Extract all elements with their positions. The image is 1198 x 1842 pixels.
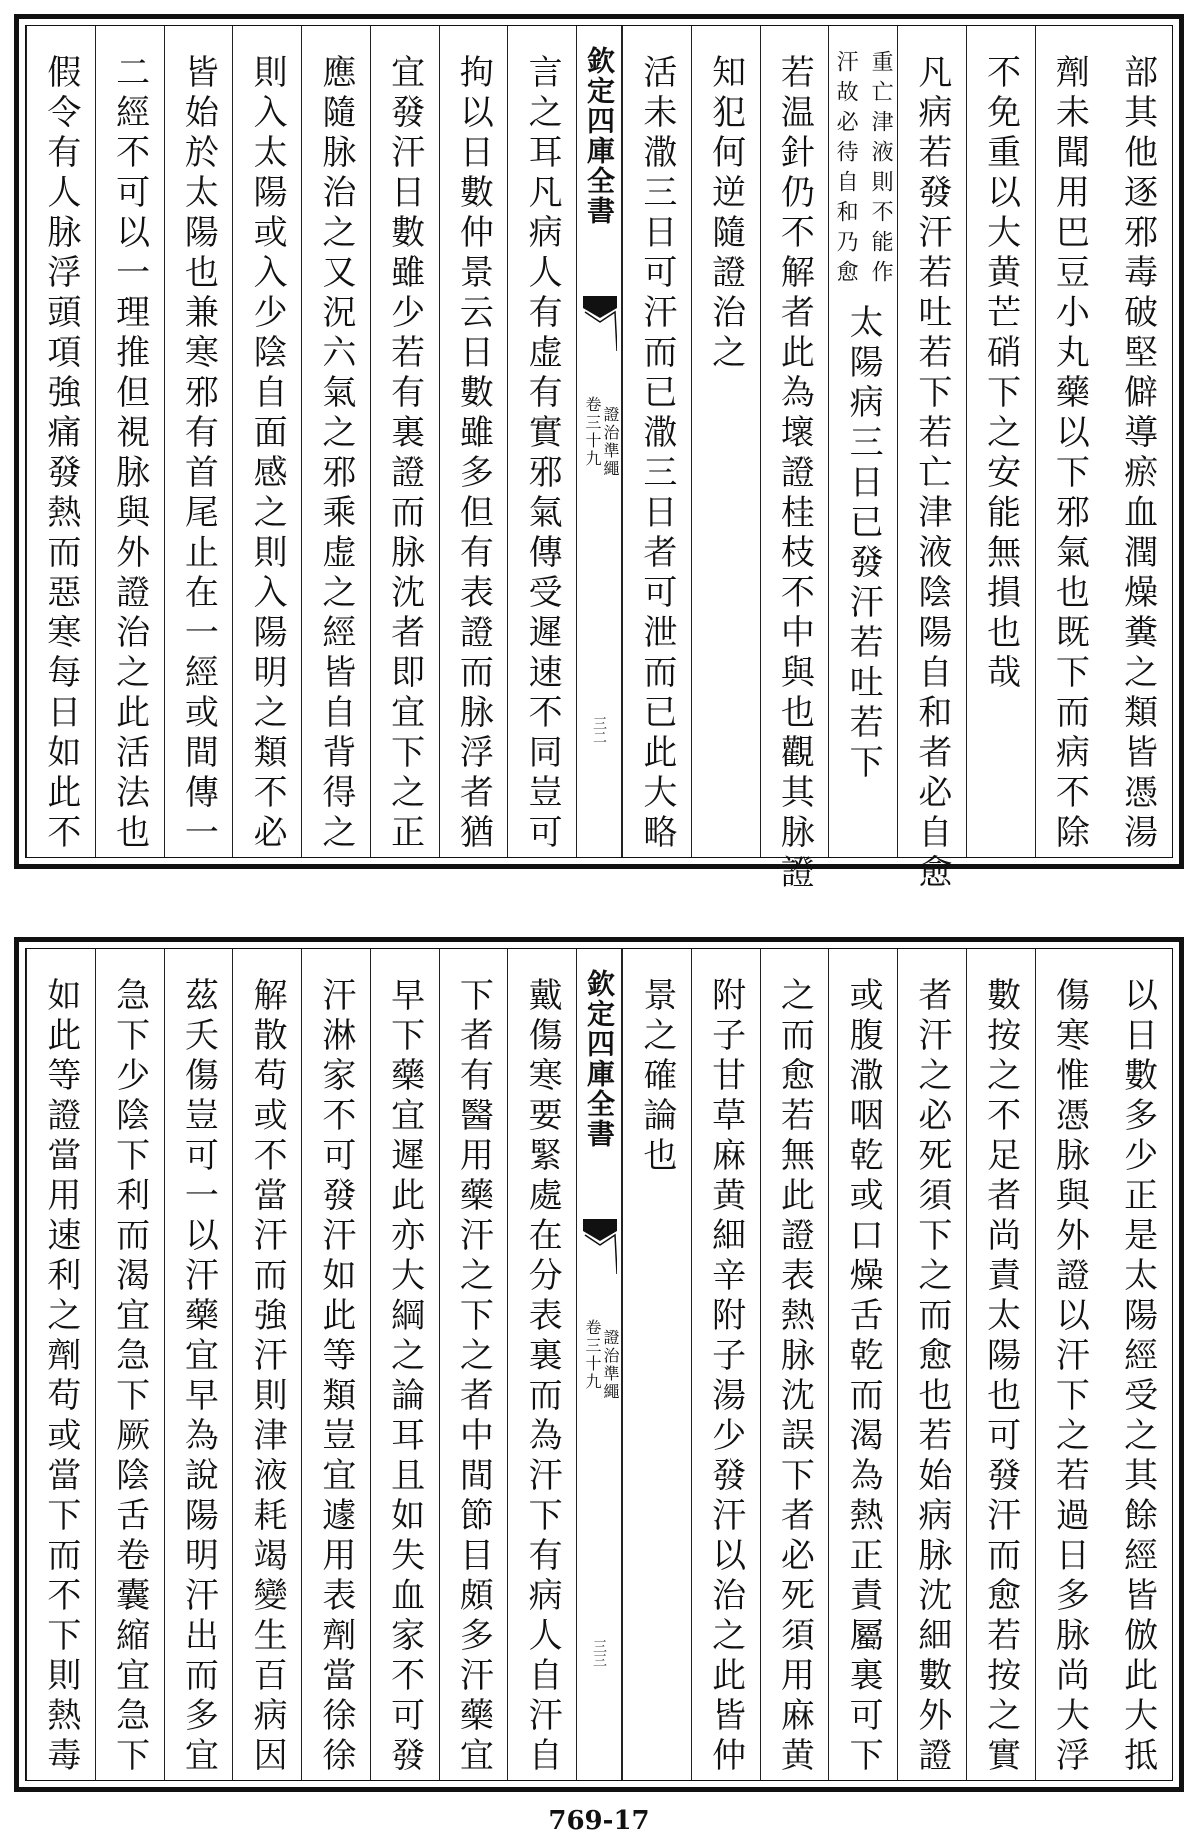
text-column [691, 949, 760, 1780]
center-fold-strip [576, 949, 622, 1780]
column-text: 附子甘草麻黄細辛附子湯少發汗以治之此皆仲 [705, 977, 746, 1777]
text-column [26, 26, 95, 857]
column-text: 二經不可以一理推但視脉與外證治之此活法也 [109, 54, 150, 854]
column-text: 若温針仍不解者此為壞證桂枝不中與也觀其脉證 [774, 54, 815, 894]
text-column [439, 949, 508, 1780]
text-column [760, 949, 829, 1780]
top-page-inner-frame [25, 25, 1173, 894]
text-column [1103, 949, 1172, 1780]
column-text: 以日數多少正是太陽經受之其餘經皆倣此大抵 [1117, 977, 1158, 1777]
column-text: 應隨脉治之又況六氣之邪乘虚之經皆自背得之 [315, 54, 356, 854]
text-column [301, 26, 370, 857]
text-column [232, 26, 301, 857]
column-text: 或腹潵咽乾或口燥舌乾而渴為熱正責屬裏可下 [843, 977, 884, 1777]
text-column [1035, 949, 1104, 1780]
text-column [828, 949, 897, 1780]
bottom-page [14, 937, 1184, 1792]
fishtail-mark-icon [583, 296, 617, 351]
column-text: 如此等證當用速利之劑苟或當下而不下則熱毒 [40, 977, 81, 1777]
column-text: 假令有人脉浮頭項強痛發熱而惡寒每日如此不 [40, 54, 81, 854]
column-text: 劑未聞用巴豆小丸藥以下邪氣也既下而病不除 [1049, 54, 1090, 854]
text-column [95, 949, 164, 1780]
book-title: 證治準繩 [601, 406, 620, 478]
column-text: 拘以日數仲景云日數雖多但有表證而脉浮者猶 [453, 54, 494, 854]
text-column [1035, 26, 1104, 857]
column-text: 戴傷寒要緊處在分表裏而為汗下有病人自汗自 [522, 977, 563, 1777]
column-text: 則入太陽或入少陰自面感之則入陽明之類不必 [247, 54, 288, 854]
text-column [95, 26, 164, 857]
center-fold-strip [576, 26, 622, 857]
text-column [828, 26, 897, 857]
column-text: 不免重以大黄芒硝下之安能無損也哉 [980, 54, 1021, 694]
text-column [164, 949, 233, 1780]
juan-label: 卷三十九 [583, 396, 602, 468]
column-text: 部其他逐邪毒破堅僻導瘀血潤燥糞之類皆憑湯 [1117, 54, 1158, 854]
column-text: 者汗之必死須下之而愈也若始病脉沈細數外證 [911, 977, 952, 1777]
text-column [622, 949, 691, 1780]
column-text: 凡病若發汗若吐若下若亡津液陰陽自和者必自愈 [911, 54, 952, 894]
column-text: 景之確論也 [636, 977, 677, 1177]
text-column [164, 26, 233, 857]
text-column [370, 949, 439, 1780]
text-column [26, 949, 95, 1780]
column-text: 知犯何逆隨證治之 [705, 54, 746, 374]
text-column [507, 26, 576, 857]
column-text: 言之耳凡病人有虚有實邪氣傳受遲速不同豈可 [522, 54, 563, 854]
column-text: 活未潵三日可汗而已潵三日者可泄而已此大略 [636, 54, 677, 854]
annotation-line: 汗故必待自和乃愈 [833, 50, 859, 290]
text-column [301, 949, 370, 1780]
text-column [760, 26, 829, 894]
leaf-page-number: 三三 [591, 1639, 607, 1667]
book-title: 證治準繩 [601, 1329, 620, 1401]
series-header: 欽定四庫全書 [583, 969, 616, 1149]
column-text: 數按之不足者尚責太陽也可發汗而愈若按之實 [980, 977, 1021, 1777]
column-text: 之而愈若無此證表熱脉沈誤下者必死須用麻黄 [774, 977, 815, 1777]
fishtail-mark-icon [583, 1219, 617, 1274]
column-text: 茲夭傷豈可一以汗藥宜早為說陽明汗出而多宜 [178, 977, 219, 1777]
annotation-line: 重亡津液則不能作 [868, 50, 894, 290]
column-text: 急下少陰下利而渴宜急下厥陰舌卷囊縮宜急下 [109, 977, 150, 1777]
text-column [897, 26, 966, 894]
page-footer-number: 769-17 [548, 1806, 650, 1836]
column-text: 下者有醫用藥汗之下之者中間節目頗多汗藥宜 [453, 977, 494, 1777]
juan-label: 卷三十九 [583, 1319, 602, 1391]
column-text: 太陽病三日已發汗若吐若下 [843, 304, 884, 784]
text-column [897, 949, 966, 1780]
column-text: 宜發汗日數雖少若有裏證而脉沈者即宜下之正 [384, 54, 425, 854]
text-column [1103, 26, 1172, 857]
series-header: 欽定四庫全書 [583, 46, 616, 226]
top-page [14, 14, 1184, 894]
leaf-page-number: 三二 [591, 716, 607, 744]
text-column [507, 949, 576, 1780]
column-text: 傷寒惟憑脉與外證以汗下之若過日多脉尚大浮 [1049, 977, 1090, 1777]
column-text: 解散苟或不當汗而強汗則津液耗竭變生百病因 [247, 977, 288, 1777]
text-column [370, 26, 439, 857]
text-column [691, 26, 760, 857]
column-text: 早下藥宜遲此亦大綱之論耳且如失血家不可發 [384, 977, 425, 1777]
text-column [966, 949, 1035, 1780]
column-text: 皆始於太陽也兼寒邪有首尾止在一經或間傳一 [178, 54, 219, 854]
column-text: 汗淋家不可發汗如此等類豈宜遽用表劑當徐徐 [315, 977, 356, 1777]
text-column [622, 26, 691, 857]
bottom-page-inner-frame [25, 948, 1173, 1781]
text-column [439, 26, 508, 857]
text-column [966, 26, 1035, 857]
text-column [232, 949, 301, 1780]
